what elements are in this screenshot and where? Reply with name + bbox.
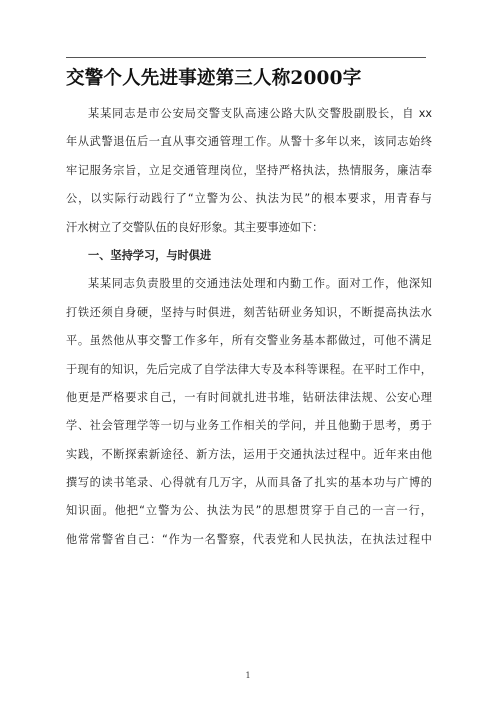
body-line: 某某同志是市公安局交警支队高速公路大队交警股副股长，自 xx bbox=[88, 107, 432, 120]
body-line: 某某同志负责股里的交通违法处理和内勤工作。面对工作，他深知 bbox=[88, 277, 432, 291]
body-line: 打铁还须自身硬，坚持与时俱进，刻苦钻研业务知识，不断提高执法水 bbox=[66, 305, 432, 319]
body-line: 知识面。他把“立警为公、执法为民”的思想贯穿于自己的一言一行， bbox=[66, 504, 432, 518]
body-line: 公，以实际行动践行了“立警为公、执法为民”的根本要求，用青春与 bbox=[66, 192, 432, 206]
body-line: 年从武警退伍后一直从事交通管理工作。从警十多年以来，该同志始终 bbox=[66, 135, 432, 149]
page-number: 1 bbox=[245, 671, 251, 680]
body-line: 平。虽然他从事交警工作多年，所有交警业务基本都做过，可他不满足 bbox=[66, 334, 432, 348]
body-line: 撰写的读书笔录、心得就有几万字，从而具备了扎实的基本功与广博的 bbox=[66, 476, 432, 490]
body-line: 学、社会管理学等一切与业务工作相关的学问，并且他勤于思考，勇于 bbox=[66, 419, 432, 433]
section-heading: 一、坚持学习，与时俱进 bbox=[88, 248, 212, 262]
header-rule bbox=[66, 57, 426, 58]
body-line: 他常常警省自己：“作为一名警察，代表党和人民执法，在执法过程中 bbox=[66, 532, 432, 546]
body-line: 于现有的知识，先后完成了自学法律大专及本科等课程。在平时工作中， bbox=[66, 362, 432, 376]
body-line: 牢记服务宗旨，立足交通管理岗位，坚持严格执法，热情服务，廉洁奉 bbox=[66, 163, 432, 177]
document-body bbox=[66, 100, 432, 554]
body-line: 他更是严格要求自己，一有时间就扎进书堆，钻研法律法规、公安心理 bbox=[66, 390, 432, 404]
body-line: 汗水树立了交警队伍的良好形象。其主要事迹如下： bbox=[66, 220, 324, 234]
body-line: 实践，不断探索新途径、新方法，运用于交通执法过程中。近年来由他 bbox=[66, 447, 432, 461]
document-title: 交警个人先进事迹第三人称2000字 bbox=[66, 68, 362, 89]
